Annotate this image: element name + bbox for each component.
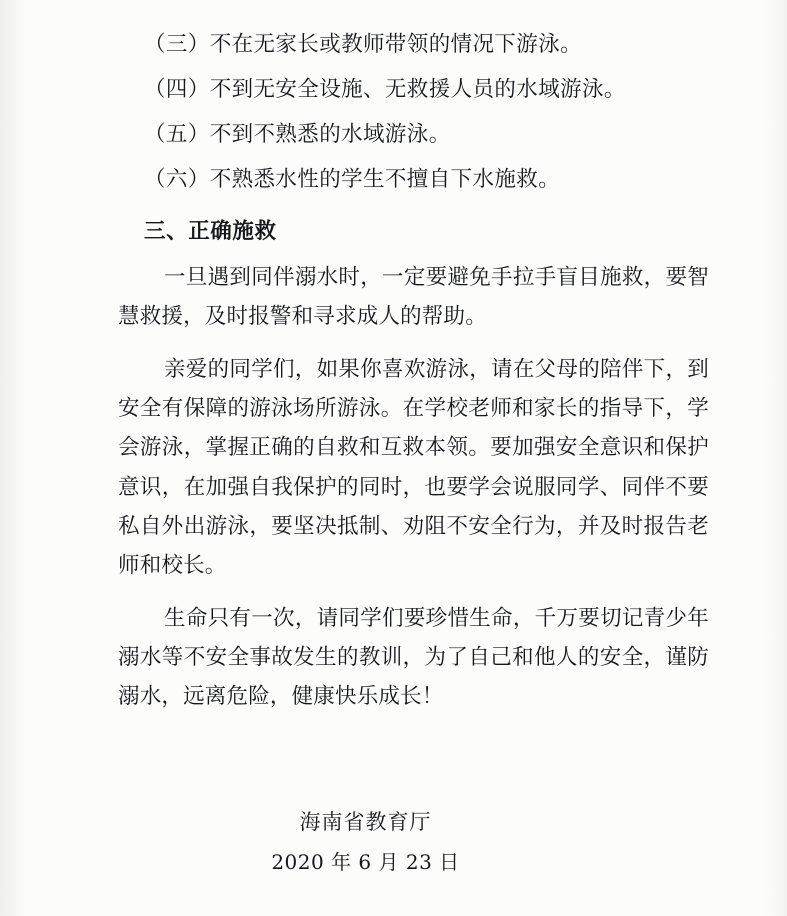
body-paragraph: 一旦遇到同伴溺水时，一定要避免手拉手盲目施救，要智慧救援，及时报警和寻求成人的帮助。 — [118, 264, 709, 329]
issuing-organization: 海南省教育厅 — [299, 810, 432, 835]
list-item: （五）不到不熟悉的水域游泳。 — [144, 122, 451, 148]
list-item: （三）不在无家长或教师带领的情况下游泳。 — [144, 32, 583, 57]
body-paragraph: 生命只有一次，请同学们要珍惜生命，千万要切记青少年溺水等不安全事故发生的教训，为了自己和他人的安全，谨防溺水，远离危险，健康快乐成长！ — [118, 605, 709, 710]
body-paragraph: 亲爱的同学们，如果你喜欢游泳，请在父母的陪伴下，到安全有保障的游泳场所游泳。在学校老师和家长的指导下，学会游泳，掌握正确的自救和互救本领。要加强安全意识和保护意识，在加强自我保护的同时，也要学会说服同学、同伴不要私自外出游泳，要坚决抵制、劝阻不安全行为，并及时报告老师和校长。 — [118, 357, 709, 578]
issue-date: 2020 年 6 月 23 日 — [271, 850, 460, 875]
signature-block — [118, 802, 709, 882]
document-body — [118, 26, 709, 882]
section-heading: 三、正确施救 — [144, 219, 277, 245]
list-item: （四）不到无安全设施、无救援人员的水域游泳。 — [144, 77, 626, 103]
list-item: （六）不熟悉水性的学生不擅自下水施救。 — [144, 167, 561, 193]
